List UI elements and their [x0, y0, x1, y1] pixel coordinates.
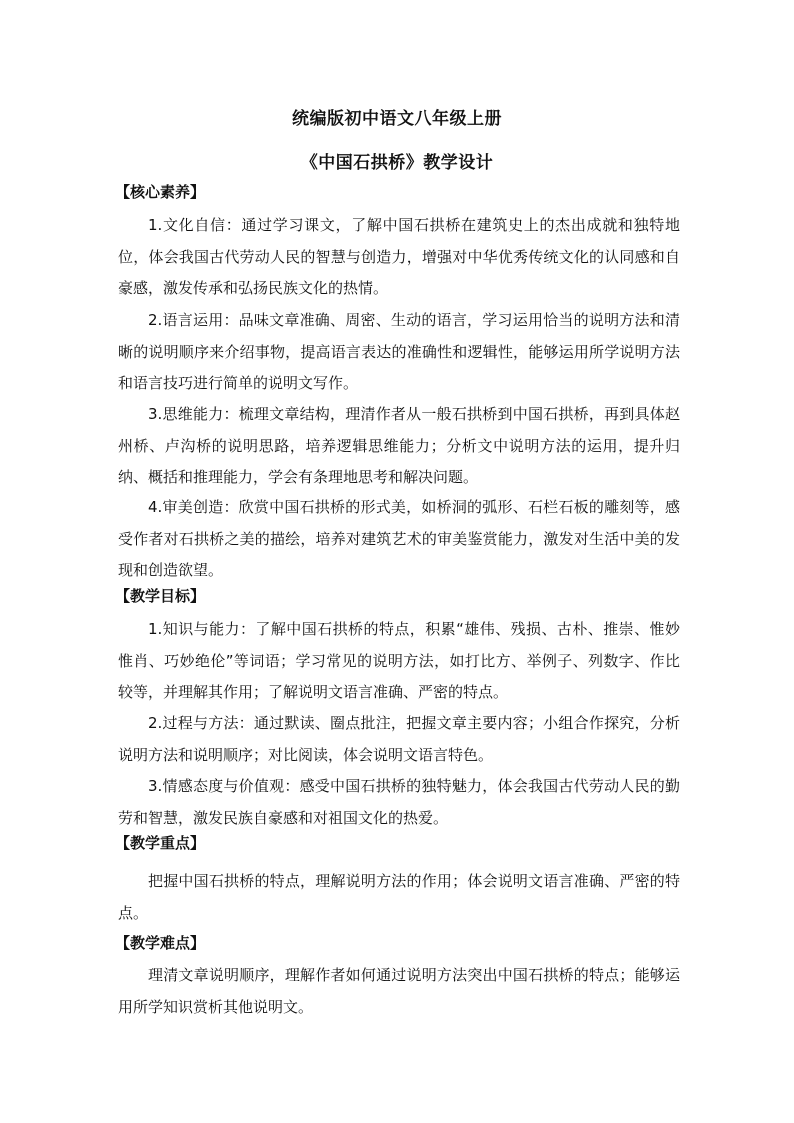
teaching-goals-paragraph-3: 3.情感态度与价值观：感受中国石拱桥的独特魅力，体会我国古代劳动人民的勤劳和智慧，激发民族自豪感和对祖国文化的热爱。	[118, 777, 680, 827]
teaching-goals-paragraph-1: 1.知识与能力：了解中国石拱桥的特点，积累“雄伟、残损、古朴、推崇、惟妙惟肖、巧妙绝伦”等词语；学习常见的说明方法，如打比方、举例子、列数字、作比较等，并理解其作用；了解说明文语言准确、严密的特点。	[118, 620, 680, 701]
core-literacy-paragraph-2: 2.语言运用：品味文章准确、周密、生动的语言，学习运用恰当的说明方法和清晰的说明顺序来介绍事物，提高语言表达的准确性和逻辑性，能够运用所学说明方法和语言技巧进行简单的说明文写作。	[118, 311, 680, 392]
teaching-focus-paragraph: 把握中国石拱桥的特点，理解说明方法的作用；体会说明文语言准确、严密的特点。	[118, 872, 680, 922]
teaching-difficulty-paragraph: 理清文章说明顺序，理解作者如何通过说明方法突出中国石拱桥的特点；能够运用所学知识赏析其他说明文。	[118, 966, 680, 1016]
document-subtitle: 《中国石拱桥》教学设计	[300, 153, 494, 173]
section-heading-core-literacy: 【核心素养】	[115, 183, 206, 201]
core-literacy-paragraph-4: 4.审美创造：欣赏中国石拱桥的形式美，如桥洞的弧形、石栏石板的雕刻等，感受作者对石拱桥之美的描绘，培养对建筑艺术的审美鉴赏能力，激发对生活中美的发现和创造欲望。	[118, 498, 680, 579]
teaching-goals-paragraph-2: 2.过程与方法：通过默读、圈点批注，把握文章主要内容；小组合作探究，分析说明方法和说明顺序；对比阅读，体会说明文语言特色。	[118, 714, 680, 764]
section-heading-teaching-focus: 【教学重点】	[115, 834, 206, 852]
core-literacy-paragraph-3: 3.思维能力：梳理文章结构，理清作者从一般石拱桥到中国石拱桥，再到具体赵州桥、卢沟桥的说明思路，培养逻辑思维能力；分析文中说明方法的运用，提升归纳、概括和推理能力，学会有条理地思考和解决问题。	[118, 405, 680, 486]
core-literacy-paragraph-1: 1.文化自信：通过学习课文，了解中国石拱桥在建筑史上的杰出成就和独特地位，体会我国古代劳动人民的智慧与创造力，增强对中华优秀传统文化的认同感和自豪感，激发传承和弘扬民族文化的热情。	[118, 216, 680, 297]
document-title: 统编版初中语文八年级上册	[292, 109, 502, 129]
section-heading-teaching-difficulty: 【教学难点】	[115, 934, 206, 952]
section-heading-teaching-goals: 【教学目标】	[115, 587, 206, 605]
